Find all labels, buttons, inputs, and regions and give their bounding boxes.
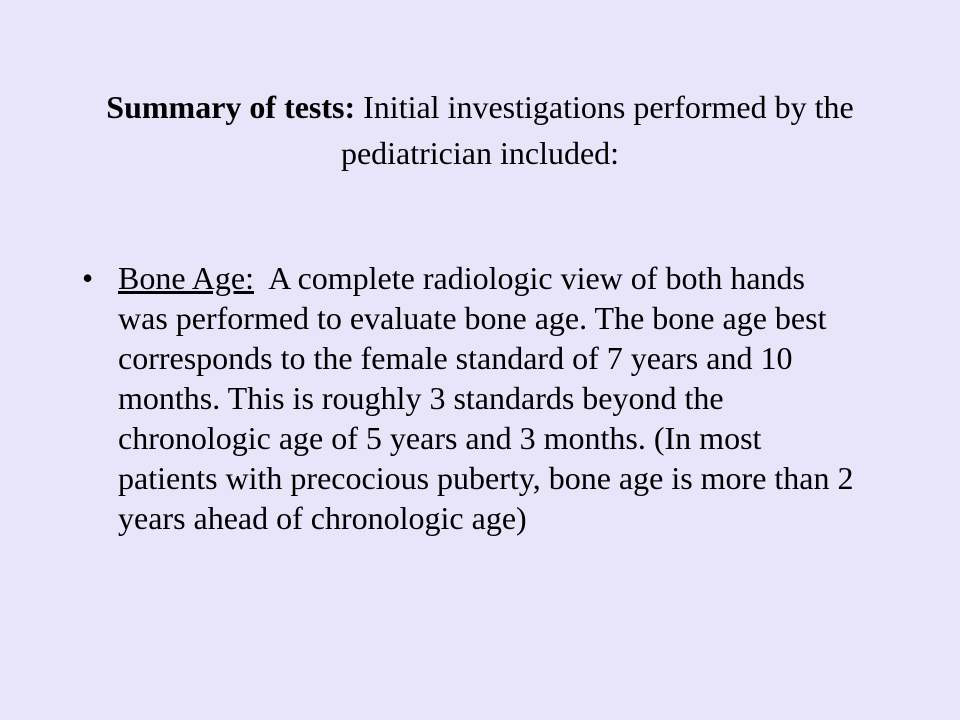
bullet-icon: • xyxy=(82,260,94,296)
bullet-item-bone-age xyxy=(82,258,862,538)
slide-title xyxy=(60,84,900,176)
bullet-list xyxy=(82,258,862,538)
title-rest: Initial investigations performed by the pediatrician included: xyxy=(340,89,854,171)
title-bold-lead: Summary of tests: xyxy=(106,89,356,125)
bullet-text: A complete radiologic view of both hands was performed to evaluate bone age. The bone age best corresponds to the female standard of 7 years and 10 months. This is roughly 3 standards beyond the chronologic age of 5 years and 3 months. (In most patients with precocious puberty, bone age is more than 2 years ahead of chronologic age) xyxy=(118,260,862,536)
bullet-label: Bone Age: xyxy=(118,260,254,296)
